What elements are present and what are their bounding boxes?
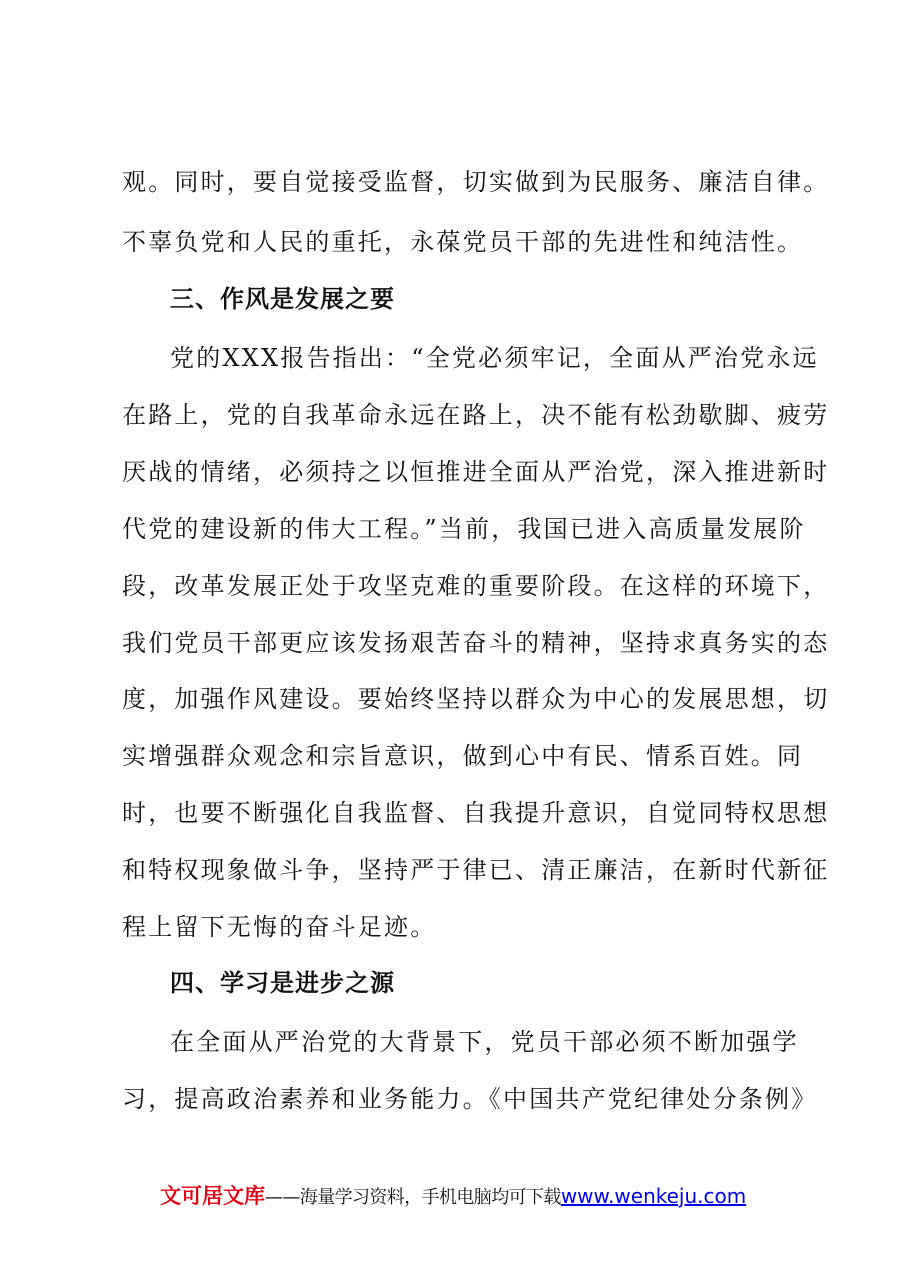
paragraph-line: 程上留下无悔的奋斗足迹。 [122,913,437,941]
section-heading-4: 四、学习是进步之源 [170,969,395,997]
paragraph-line: 习，提高政治素养和业务能力。《中国共产党纪律处分条例》 [122,1085,818,1113]
paragraph-line: 度，加强作风建设。要始终坚持以群众为中心的发展思想，切 [122,685,830,713]
section-heading-3: 三、作风是发展之要 [170,285,395,313]
paragraph-line: 党的XXX报告指出：“全党必须牢记，全面从严治党永远 [170,344,819,372]
website-link[interactable]: www.wenkeju.com [560,1184,747,1208]
paragraph-line: 在全面从严治党的大背景下，党员干部必须不断加强学 [170,1028,799,1056]
paragraph-line: 和特权现象做斗争，坚持严于律已、清正廉洁，在新时代新征 [122,856,830,884]
paragraph-line: 段，改革发展正处于攻坚克难的重要阶段。在这样的环境下， [122,572,830,600]
paragraph-line: 我们党员干部更应该发扬艰苦奋斗的精神，坚持求真务实的态 [122,629,830,657]
footer-banner [160,1183,800,1211]
footer-slogan: ——海量学习资料，手机电脑均可下载 [265,1187,561,1208]
paragraph-line: 厌战的情绪，必须持之以恒推进全面从严治党，深入推进新时 [122,458,830,486]
brand-name: 文可居文库 [160,1184,265,1208]
paragraph-line: 代党的建设新的伟大工程。”当前，我国已进入高质量发展阶 [122,515,806,543]
paragraph-line: 时，也要不断强化自我监督、自我提升意识，自觉同特权思想 [122,799,830,827]
paragraph-line: 观。同时，要自觉接受监督，切实做到为民服务、廉洁自律。 [122,168,830,196]
paragraph-line: 在路上，党的自我革命永远在路上，决不能有松劲歇脚、疲劳 [122,401,830,429]
paragraph-line: 不辜负党和人民的重托，永葆党员干部的先进性和纯洁性。 [122,228,804,256]
paragraph-line: 实增强群众观念和宗旨意识，做到心中有民、情系百姓。同 [122,742,804,770]
